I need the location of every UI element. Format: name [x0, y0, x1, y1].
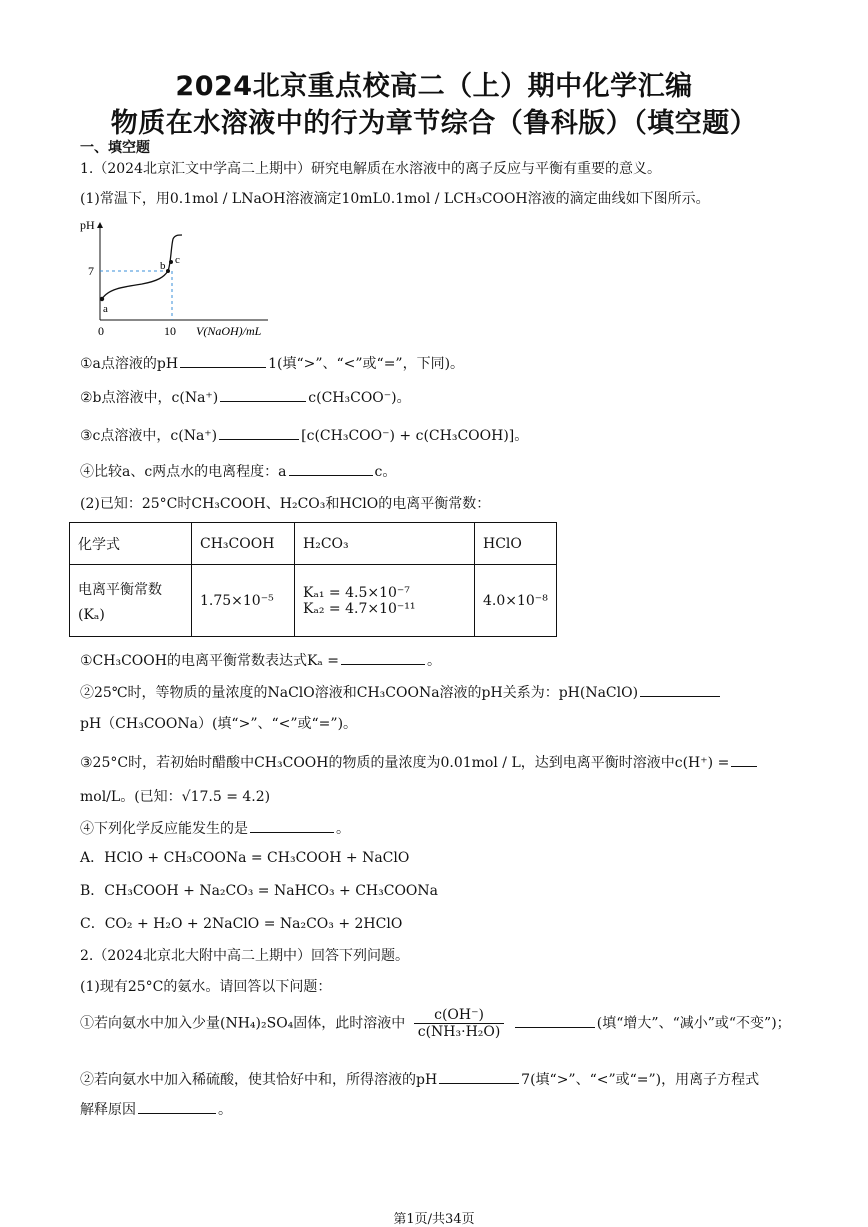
doc-subtitle: 物质在水溶液中的行为章节综合（鲁科版）（填空题）: [110, 108, 758, 139]
table-header: H₂CO₃: [295, 523, 475, 565]
q1-t2: ②25℃时，等物质的量浓度的NaClO溶液和CH₃COONa溶液的pH关系为：pH(NaClO): [80, 682, 722, 702]
answer-blank[interactable]: [138, 1099, 216, 1114]
x-origin-label: 0: [98, 324, 104, 338]
q1-s2: ②b点溶液中，c(Na⁺) c(CH₃COO⁻)。: [80, 387, 411, 407]
table-header: 化学式: [70, 523, 192, 565]
answer-blank[interactable]: [180, 353, 266, 368]
answer-blank[interactable]: [219, 425, 299, 440]
point-c-label: c: [175, 254, 180, 266]
titration-curve-graph: [78, 215, 278, 340]
q1-option-b: B．CH₃COOH + Na₂CO₃ = NaHCO₃ + CH₃COONa: [80, 883, 439, 899]
y-axis-label: pH: [80, 218, 95, 232]
q1-t3: ③25°C时，若初始时醋酸中CH₃COOH的物质的量浓度为0.01mol / L，达到电离平衡时溶液中c(H⁺) =: [80, 752, 759, 772]
q2-s1: ①若向氨水中加入少量(NH₄)₂SO₄固体，此时溶液中 $\frac{c(OH^-)}{\text{c(NH₃·H₂O)}}$ (填“增大”、“减小”或“不变”)；: [80, 1007, 791, 1040]
doc-title: 2024北京重点校高二（上）期中化学汇编: [175, 71, 693, 102]
answer-blank[interactable]: [439, 1069, 519, 1084]
section-heading: 一、填空题: [80, 140, 150, 156]
q1-t3b: mol/L。(已知：√17.5 = 4.2): [80, 789, 271, 805]
point-c-dot: [169, 260, 173, 264]
y-tick-7: 7: [88, 264, 94, 278]
point-a-label: a: [103, 303, 108, 315]
point-b-label: b: [160, 260, 166, 272]
answer-blank[interactable]: [731, 752, 757, 767]
q1-part1: (1)常温下，用0.1mol / LNaOH溶液滴定10mL0.1mol / LCH₃COOH溶液的滴定曲线如下图所示。: [80, 191, 710, 207]
table-cell: 电离平衡常数 (Kₐ): [70, 565, 192, 637]
table-cell: 1.75×10⁻⁵: [192, 565, 295, 637]
table-cell: Kₐ₁ = 4.5×10⁻⁷ Kₐ₂ = 4.7×10⁻¹¹: [295, 565, 475, 637]
ka-table: [69, 522, 557, 637]
q1-option-c: C．CO₂ + H₂O + 2NaClO = Na₂CO₃ + 2HClO: [80, 916, 403, 932]
curve: [102, 235, 182, 299]
answer-blank[interactable]: [220, 387, 306, 402]
q1-t4: ④下列化学反应能发生的是 。: [80, 818, 350, 838]
q1-t2b: pH（CH₃COONa）(填“>”、“<”或“=”)。: [80, 716, 358, 732]
q1-s1: ①a点溶液的pH 1(填“>”、“<”或“=”，下同)。: [80, 353, 464, 373]
answer-blank[interactable]: [515, 1013, 595, 1028]
q1-part2: (2)已知：25°C时CH₃COOH、H₂CO₃和HClO的电离平衡常数：: [80, 496, 491, 512]
q2-s2b: 解释原因 。: [80, 1099, 232, 1119]
answer-blank[interactable]: [250, 818, 334, 833]
q1-option-a: A．HClO + CH₃COONa = CH₃COOH + NaClO: [80, 850, 410, 866]
q2-s2: ②若向氨水中加入稀硫酸，使其恰好中和，所得溶液的pH 7(填“>”、“<”或“=”)，用离子方程式: [80, 1069, 759, 1089]
point-b-dot: [166, 269, 170, 273]
q2-part1: (1)现有25°C的氨水。请回答以下问题：: [80, 979, 332, 995]
table-header: HClO: [475, 523, 557, 565]
x-axis-label: V(NaOH)/mL: [196, 324, 262, 338]
q1-t1: ①CH₃COOH的电离平衡常数表达式Kₐ = 。: [80, 650, 441, 670]
q1-s4: ④比较a、c两点水的电离程度：a c。: [80, 461, 396, 481]
q2-intro: 2.（2024北京北大附中高二上期中）回答下列问题。: [80, 948, 409, 964]
point-a-dot: [100, 297, 104, 301]
page-footer: 第1页/共34页: [393, 1212, 475, 1227]
ratio-fraction: $\frac{c(OH^-)}{\text{c(NH₃·H₂O)}}$: [414, 1007, 505, 1040]
x-tick-10: 10: [164, 324, 176, 338]
q1-intro: 1.（2024北京汇文中学高二上期中）研究电解质在水溶液中的离子反应与平衡有重要的意义。: [80, 161, 661, 177]
table-cell: 4.0×10⁻⁸: [475, 565, 557, 637]
q1-s3: ③c点溶液中，c(Na⁺) [c(CH₃COO⁻) + c(CH₃COOH)]。: [80, 425, 528, 445]
answer-blank[interactable]: [341, 650, 425, 665]
table-header: CH₃COOH: [192, 523, 295, 565]
answer-blank[interactable]: [640, 682, 720, 697]
answer-blank[interactable]: [289, 461, 373, 476]
